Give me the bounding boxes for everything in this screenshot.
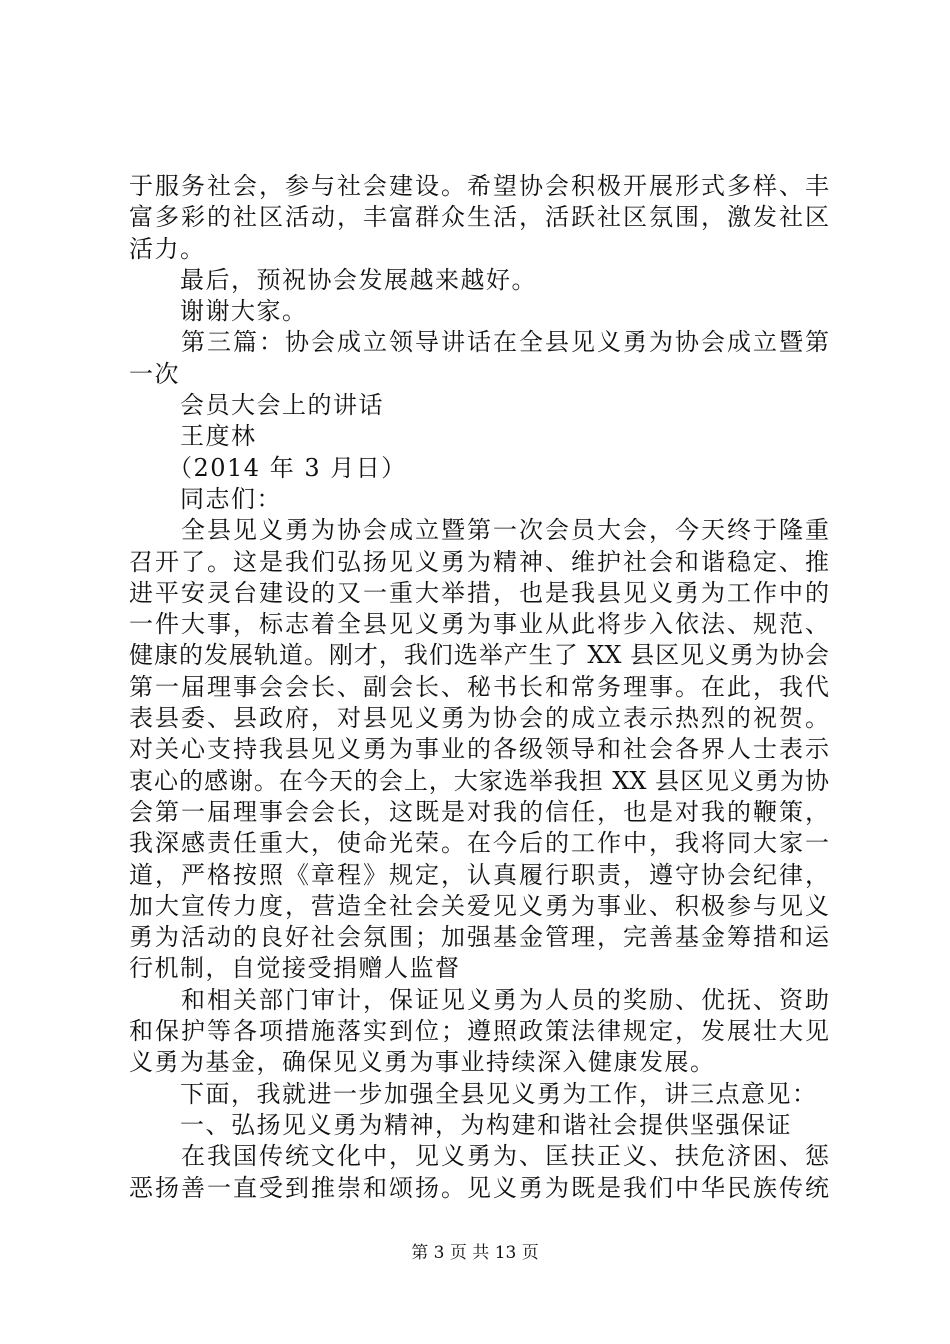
text-line: （2014 年 3 月日） bbox=[129, 453, 407, 482]
text-line: 对关心支持我县见义勇为事业的各级领导和社会各界人士表示 bbox=[129, 735, 829, 764]
text-line: 第三篇：协会成立领导讲话在全县见义勇为协会成立暨第 bbox=[129, 328, 829, 357]
text-line: 恶扬善一直受到推崇和颂扬。见义勇为既是我们中华民族传统 bbox=[129, 1173, 829, 1202]
text-line: 我深感责任重大，使命光荣。在今后的工作中，我将同大家一 bbox=[129, 829, 829, 858]
text-line: 最后，预祝协会发展越来越好。 bbox=[129, 265, 537, 294]
text-line: 一件大事，标志着全县见义勇为事业从此将步入依法、规范、 bbox=[129, 610, 829, 639]
text-line: 一次 bbox=[129, 359, 180, 388]
text-line: 下面，我就进一步加强全县见义勇为工作，讲三点意见： bbox=[129, 1079, 818, 1108]
text-line: 勇为活动的良好社会氛围；加强基金管理，完善基金筹措和运 bbox=[129, 923, 829, 952]
text-line: 和相关部门审计，保证见义勇为人员的奖励、优抚、资助 bbox=[129, 985, 829, 1014]
text-line: 会员大会上的讲话 bbox=[129, 391, 384, 420]
text-line: 活力。 bbox=[129, 234, 206, 263]
text-line: 在我国传统文化中，见义勇为、匡扶正义、扶危济困、惩 bbox=[129, 1142, 829, 1171]
text-line: 同志们： bbox=[129, 484, 282, 513]
text-line: 衷心的感谢。在今天的会上，大家选举我担 XX 县区见义勇为协 bbox=[129, 766, 829, 795]
text-line: 富多彩的社区活动，丰富群众生活，活跃社区氛围，激发社区 bbox=[129, 203, 829, 232]
text-line: 加大宣传力度，营造全社会关爱见义勇为事业、积极参与见义 bbox=[129, 891, 829, 920]
text-line: 义勇为基金，确保见义勇为事业持续深入健康发展。 bbox=[129, 1048, 716, 1077]
text-line: 道，严格按照《章程》规定，认真履行职责，遵守协会纪律， bbox=[129, 860, 829, 889]
text-line: 会第一届理事会会长，这既是对我的信任，也是对我的鞭策， bbox=[129, 797, 829, 826]
text-line: 表县委、县政府，对县见义勇为协会的成立表示热烈的祝贺。 bbox=[129, 704, 829, 733]
text-line: 一、弘扬见义勇为精神，为构建和谐社会提供坚强保证 bbox=[129, 1110, 792, 1139]
text-line: 于服务社会，参与社会建设。希望协会积极开展形式多样、丰 bbox=[129, 172, 829, 200]
text-line: 王度林 bbox=[129, 422, 257, 451]
text-line: 健康的发展轨道。刚才，我们选举产生了 XX 县区见义勇为协会 bbox=[129, 641, 829, 670]
text-line: 谢谢大家。 bbox=[129, 297, 308, 326]
text-line: 召开了。这是我们弘扬见义勇为精神、维护社会和谐稳定、推 bbox=[129, 547, 829, 576]
text-line: 行机制，自觉接受捐赠人监督 bbox=[129, 954, 461, 983]
page-footer: 第 3 页 共 13 页 bbox=[411, 1243, 539, 1263]
text-line: 第一届理事会会长、副会长、秘书长和常务理事。在此，我代 bbox=[129, 672, 829, 701]
text-line: 和保护等各项措施落实到位；遵照政策法律规定，发展壮大见 bbox=[129, 1017, 829, 1046]
text-line: 全县见义勇为协会成立暨第一次会员大会，今天终于隆重 bbox=[129, 516, 829, 545]
document-body bbox=[129, 171, 829, 1204]
text-line: 进平安灵台建设的又一重大举措，也是我县见义勇为工作中的 bbox=[129, 578, 829, 607]
